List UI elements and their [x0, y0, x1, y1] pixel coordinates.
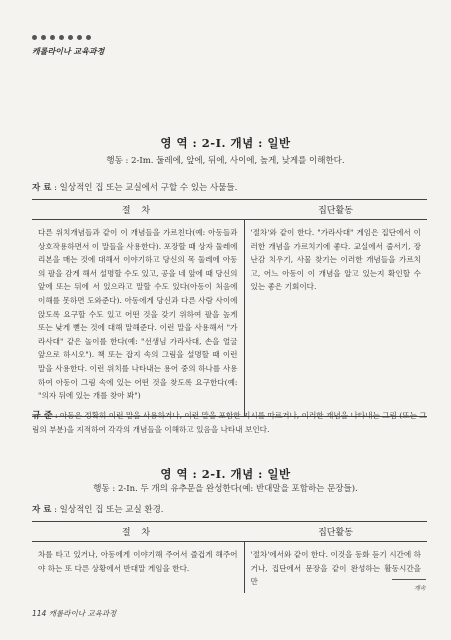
section-title: 영 역 : 2-I. 개념 : 일반 [160, 136, 291, 150]
criteria-text: : 아동은 정확히 이런 말을 사용하거나, 이런 말을 포함한 지시를 따르거나, 이러한 개념을 나타내는 그림 (또는 그림의 부분)을 지적하여 각각의 개념들을 이해하고 있음을 나타내 보인다. [32, 411, 427, 435]
section-title: 영 역 : 2-I. 개념 : 일반 [160, 467, 291, 481]
page-footer [32, 608, 116, 619]
procedure-text: 차를 타고 있거나, 아동에게 이야기해 주어서 즐겁게 해주어야 하는 또 다른 상황에서 반대말 게임을 한다. [32, 542, 244, 593]
procedure-header: 절 차 [32, 522, 244, 542]
dot [68, 35, 73, 40]
activity-table [32, 521, 427, 593]
footer-label: 캐롤라이나 교육과정 [48, 609, 117, 618]
decorative-dots [32, 35, 91, 40]
dot [50, 35, 55, 40]
materials-line [32, 503, 164, 515]
materials-text: : 일상적인 집 또는 교실 환경. [51, 505, 164, 515]
behavior-line: 행동 : 2-Im. 둘레에, 앞에, 뒤에, 사이에, 높게, 낮게를 이해한다. [106, 156, 345, 166]
dot [59, 35, 64, 40]
dot [41, 35, 46, 40]
running-header: 캐롤라이나 교육과정 [32, 47, 105, 56]
materials-label: 자 료 [32, 505, 52, 515]
page-number: 114 [32, 609, 47, 618]
dot [77, 35, 82, 40]
criteria-block [32, 409, 427, 437]
procedure-text: 다른 위치개념들과 같이 이 개념들을 가르친다(예: 아동들과 상호작용하면서 이 말들을 사용한다). 포장할 때 상자 둘레에 리본을 매는 것에 대해서 이야기하고 당신의 목 둘레에 아동의 팔을 감게 해서 설명할 수도 있고, 공을 네 앞에 때 당신의 앞에 또는 뒤에 서 있으라고 말할 수도 있다(아동이 처음에 이해를 못하면 도와준다). 아동에게 당신과 다른 사람 사이에 앉도록 요구할 수도 있고 어떤 것을 갖기 위하여 팔을 높게 또는 낮게 뻗는 것에 대해 말해준다. 이런 말을 사용해서 "가라사대" 같은 놀이를 한다(예: "선생님 가라사대, 손을 얼굴 앞으로 하시오"). 책 또는 잡지 속의 그림을 설명할 때 이런 말을 사용한다. 이런 위치를 나타내는 용어 중의 하나를 사용하여 아동이 그림 속에 있는 어떤 것을 찾도록 요구한다(예: "의자 뒤에 있는 개를 찾아 봐") [32, 220, 244, 417]
group-activity-header: 집단활동 [244, 200, 427, 220]
materials-text: : 일상적인 집 또는 교실에서 구할 수 있는 사물들. [51, 183, 238, 193]
behavior-line: 행동 : 2-In. 두 개의 유추문을 완성한다(예: 반대말을 포함하는 문장들). [93, 484, 358, 494]
criteria-label: 규 준 [32, 411, 53, 421]
group-activity-text: '절차'에서와 같이 한다. 이것을 동화 듣기 시간에 하거나, 집단에서 문장을 같이 완성하는 활동시간을 만 [250, 550, 421, 587]
dot [86, 35, 91, 40]
materials-line [32, 181, 237, 193]
materials-label: 자 료 [32, 183, 52, 193]
continued-note: 계속 [414, 585, 426, 592]
continued-rule [392, 579, 426, 580]
activity-table [32, 199, 427, 417]
group-activity-text: '절차'와 같이 한다. "가라사대" 게임은 집단에서 이러한 개념을 가르치기에 좋다. 교실에서 줄서기, 장난감 치우기, 사물 찾기는 이러한 개념들을 가르치고, 어느 아동이 이 개념을 알고 있는지 확인할 수 있는 좋은 기회이다. [244, 220, 427, 417]
dot [32, 35, 37, 40]
group-activity-header: 집단활동 [244, 522, 427, 542]
procedure-header: 절 차 [32, 200, 244, 220]
